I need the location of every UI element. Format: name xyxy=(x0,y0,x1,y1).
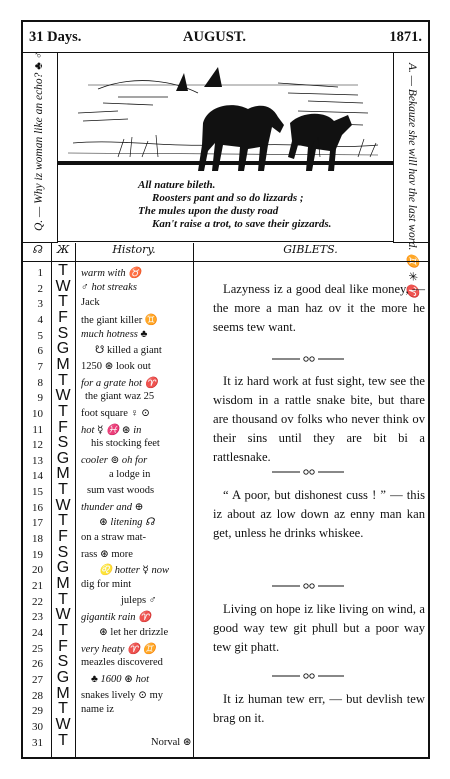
day-number: 24 xyxy=(32,626,43,639)
history-entry: ♌ hotter ☿ now xyxy=(99,565,169,577)
day-number: 7 xyxy=(37,360,43,373)
day-number: 6 xyxy=(37,345,43,358)
page-frame xyxy=(21,20,430,759)
weekday-letter: T xyxy=(58,293,68,311)
weekday-letter: W xyxy=(55,606,71,624)
weekday-letter: T xyxy=(58,621,68,639)
history-entry: warm with ♉ xyxy=(81,268,142,279)
history-entry: ♣ 1600 ⊛ hot xyxy=(91,673,149,685)
day-number: 16 xyxy=(32,501,43,514)
day-number: 15 xyxy=(32,486,43,499)
weekday-letter: W xyxy=(55,715,71,733)
weekday-letter: S xyxy=(57,543,69,561)
day-number: 23 xyxy=(32,611,43,624)
history-entry: ⊛ litening ☊ xyxy=(99,517,155,529)
day-number: 29 xyxy=(32,705,43,718)
weekday-letter: W xyxy=(55,277,71,295)
day-number: 25 xyxy=(32,642,43,655)
history-entry: hot ☿ ♓ ⊛ in xyxy=(81,424,142,436)
year-label: 1871. xyxy=(389,29,422,45)
poem xyxy=(138,179,331,231)
day-number: 19 xyxy=(32,548,43,561)
weekday-letter: S xyxy=(57,324,69,342)
weekday-letter: T xyxy=(58,512,68,530)
day-number: 1 xyxy=(37,267,43,279)
divider-1 xyxy=(51,243,52,759)
history-entry: his stocking feet xyxy=(91,438,160,450)
history-entry: ♂ hot streaks xyxy=(81,281,137,293)
giblet-text: “ A poor, but dishonest cuss ! ” — this iz about az low down az enny man kan get, unless he drinks whiskee. xyxy=(213,488,425,540)
weekday-letter: M xyxy=(56,465,70,483)
giblet-text: It iz hard work at fust sight, tew see the wisdom in a rattle snake bite, but thare are thousand ov folks who never think ov their sins until they are bit bi a rattlesnake. xyxy=(213,374,425,464)
history-entry: meazles discovered xyxy=(81,657,163,669)
history-entry: dig for mint xyxy=(81,579,132,590)
day-number: 14 xyxy=(32,470,43,483)
weekday-letter: T xyxy=(58,262,68,279)
day-number: 17 xyxy=(32,517,43,530)
history-column-header: History. xyxy=(75,243,193,262)
ornament-divider xyxy=(268,582,348,590)
giblet-paragraph xyxy=(213,690,425,728)
history-entry: the giant waz 25 xyxy=(85,391,155,403)
weekday-letter: F xyxy=(58,308,68,326)
history-entry: snakes lively ⊙ my xyxy=(81,689,163,701)
giblet-text: Lazyness iz a good deal like money, — the more a man haz ov it the more he seems tew want. xyxy=(213,282,425,334)
weekday-column-header: Ж xyxy=(51,243,75,262)
history-entry: much hotness ♣ xyxy=(81,328,148,340)
weekday-letter: S xyxy=(57,434,69,452)
day-number: 30 xyxy=(32,720,43,733)
weekday-letter: T xyxy=(58,700,68,718)
day-number: 11 xyxy=(32,423,43,436)
day-number: 28 xyxy=(32,689,43,702)
history-entry: 1250 ⊛ look out xyxy=(81,360,151,372)
giblet-paragraph xyxy=(213,280,425,337)
weekday-letter: T xyxy=(58,590,68,608)
day-number: 13 xyxy=(32,454,43,467)
history-entry: thunder and ⊕ xyxy=(81,501,144,513)
history-entry: foot square ♀ ⊙ xyxy=(81,407,150,419)
weekday-letter: W xyxy=(55,496,71,514)
history-entry: for a grate hot ♈ xyxy=(81,377,158,389)
history-entry: ⊛ let her drizzle xyxy=(99,626,169,638)
poem-line-1: All nature bileth. xyxy=(138,179,216,191)
month-title: AUGUST. xyxy=(183,29,246,45)
history-entry: juleps ♂ xyxy=(121,594,157,606)
weekday-letter: G xyxy=(56,668,70,686)
history-entry: ☋ killed a giant xyxy=(95,345,162,357)
history-entry: cooler ⊚ oh for xyxy=(81,454,148,466)
giblet-text: It iz human tew err, — but devlish tew brag on it. xyxy=(213,692,425,725)
illustration xyxy=(58,53,394,242)
day-number: 31 xyxy=(32,736,43,749)
ornament-divider xyxy=(268,672,348,680)
divider-2 xyxy=(75,243,76,759)
weekday-letter: M xyxy=(56,684,70,702)
day-number: 10 xyxy=(32,407,43,420)
history-entry: Jack xyxy=(81,297,100,309)
history-entry: rass ⊛ more xyxy=(81,548,133,560)
weekday-letter: S xyxy=(57,653,69,671)
poem-line-2: Roosters pant and so do lizzards ; xyxy=(152,192,304,204)
day-number: 26 xyxy=(32,658,43,671)
day-number: 2 xyxy=(37,282,43,295)
divider-3 xyxy=(193,243,194,759)
history-entry: a lodge in xyxy=(109,469,151,481)
weekday-letter: G xyxy=(56,449,70,467)
weekday-letter: F xyxy=(58,637,68,655)
history-entry: Norval ⊛ xyxy=(151,736,192,748)
day-number: 9 xyxy=(37,392,43,405)
weekday-letter: F xyxy=(58,528,68,546)
weekday-letter: M xyxy=(56,575,70,592)
weekday-letter: T xyxy=(58,371,68,389)
history-entry: very heaty ♈ ♊ xyxy=(81,643,156,655)
day-number: 12 xyxy=(32,439,43,452)
poem-line-4: Kan't raise a trot, to save their gizzards. xyxy=(152,218,332,230)
day-number: 5 xyxy=(37,329,43,342)
day-number: 22 xyxy=(32,595,43,608)
history-entry: on a straw mat- xyxy=(81,532,147,544)
day-number: 18 xyxy=(32,533,43,546)
giblet-paragraph xyxy=(213,372,425,467)
ornament-divider xyxy=(268,468,348,476)
day-number: 8 xyxy=(37,376,43,389)
answer-panel xyxy=(393,52,428,298)
weekday-letter: F xyxy=(58,418,68,436)
weekday-letter: G xyxy=(56,340,70,358)
day-number: 3 xyxy=(37,298,43,311)
weekday-letter: T xyxy=(58,481,68,499)
giblet-paragraph xyxy=(213,486,425,543)
days-count: 31 Days. xyxy=(29,29,82,45)
riddle-answer: A. — Bekauze she will hav the last word. ♊ ✳ ♈ xyxy=(406,63,418,298)
weekday-letter: G xyxy=(56,559,70,577)
weekday-letter: T xyxy=(58,731,68,749)
history-entry: name iz xyxy=(81,704,114,716)
history-entry: sum vast woods xyxy=(87,485,155,497)
question-panel xyxy=(23,52,58,243)
weekday-letter: M xyxy=(56,355,70,373)
giblet-text: Living on hope iz like living on wind, a good way tew git phull but a poor way tew git phatt. xyxy=(213,602,425,654)
ornament-divider xyxy=(268,355,348,363)
riddle-question: Q. — Why iz woman like an echo? ♣ ♂ xyxy=(33,50,45,231)
header-bar xyxy=(23,22,428,53)
day-column-header: ☊ xyxy=(23,243,51,262)
weekday-letter: T xyxy=(58,402,68,420)
weekday-letter: W xyxy=(55,387,71,405)
poem-line-3: The mules upon the dusty road xyxy=(138,205,279,217)
giblet-paragraph xyxy=(213,600,425,657)
history-entry: the giant killer ♊ xyxy=(81,314,158,326)
day-number: 20 xyxy=(32,564,43,577)
giblets-column-header: GIBLETS. xyxy=(193,243,428,262)
day-number: 4 xyxy=(37,313,43,326)
day-number: 27 xyxy=(32,673,43,686)
history-entry: gigantik rain ♈ xyxy=(81,612,152,624)
day-number: 21 xyxy=(32,580,43,592)
